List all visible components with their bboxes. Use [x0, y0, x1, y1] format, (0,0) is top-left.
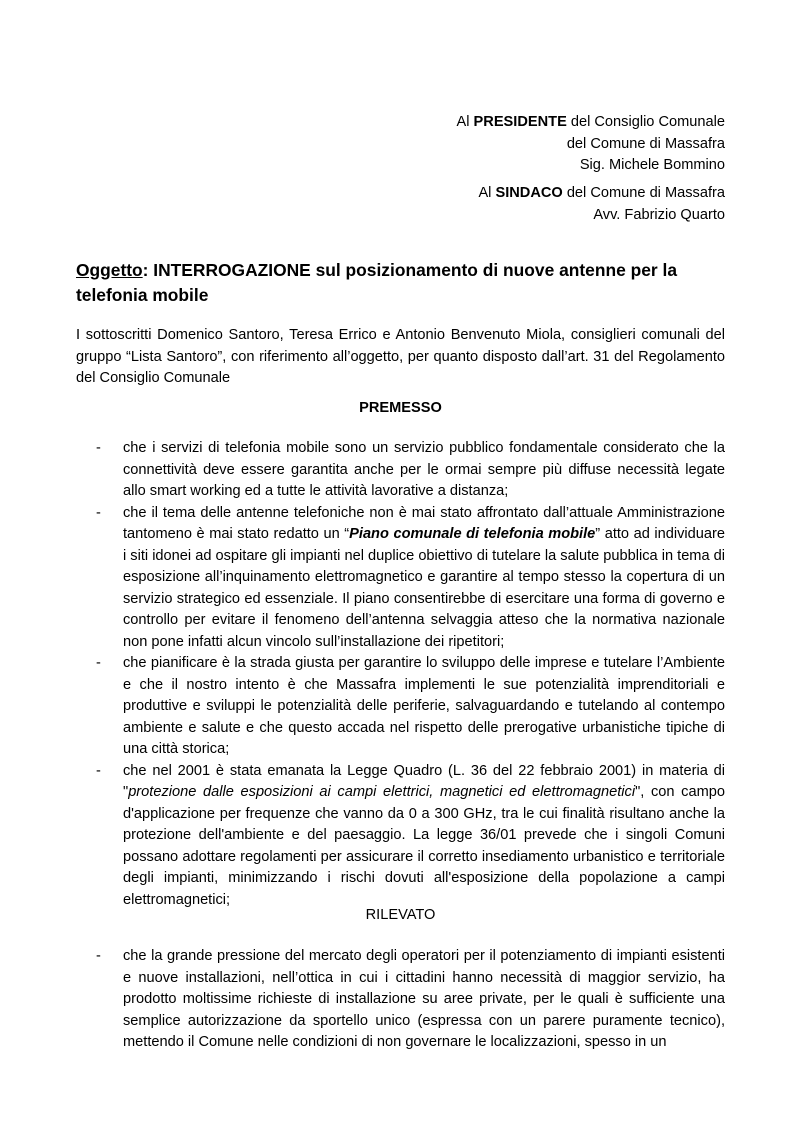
recipient-president-line1: Al PRESIDENTE del Consiglio Comunale	[456, 114, 725, 130]
list-item-text: che pianificare è la strada giusta per garantire lo sviluppo delle imprese e tutelare l’Ambiente e che il nostro intento è che Massafra implementi le sue potenzialità imprenditoriali e produttive e sviluppi le potenzialità delle periferie, salvaguardando e tutelando al contempo ambiente e salute e che questo accada nel rispetto delle prerogative urbanistiche tipiche di una città storica;	[123, 655, 725, 757]
list-dash: -	[96, 504, 101, 521]
premesso-list	[96, 438, 725, 911]
list-dash: -	[96, 655, 101, 671]
list-item-text: che il tema delle antenne telefoniche non è mai stato affrontato dall’attuale Amministrazione tantomeno è mai stato redatto un “Piano comunale di telefonia mobile” atto ad individuare i siti idonei ad ospitare gli impianti nel duplice obiettivo di tutelare la salute pubblica in tema di esposizione all’inquinamento elettromagnetico e garantire al tempo stesso la copertura di un servizio strategico ed essenziale. Il piano consentirebbe di esercitare una forma di governo e controllo per evitare il fenomeno dell’antenna selvaggia atteso che la normativa nazionale non pone infatti alcun vincolo sull’installazione dei ripetitori;	[123, 504, 725, 650]
subject-line	[76, 258, 731, 307]
list-item	[96, 438, 725, 503]
emphasis-law-title: protezione dalle esposizioni ai campi elettrici, magnetici ed elettromagnetici	[128, 784, 636, 800]
subject-label: Oggetto	[76, 260, 143, 280]
recipient-mayor-role: SINDACO	[495, 185, 563, 201]
recipient-president-line2: del Comune di Massafra	[566, 135, 725, 152]
recipient-mayor-line2: Avv. Fabrizio Quarto	[593, 206, 725, 223]
list-dash: -	[96, 440, 101, 456]
recipient-mayor-line1: Al SINDACO del Comune di Massafra	[478, 185, 725, 201]
list-item	[96, 503, 725, 654]
list-dash: -	[96, 762, 101, 779]
list-dash: -	[96, 948, 101, 964]
list-item-text: che la grande pressione del mercato degli operatori per il potenziamento di impianti esistenti e nuove installazioni, nell’ottica in cui i cittadini hanno necessità di maggior servizio, ha prodotto moltissime richieste di installazione su aree private, per le quali è sufficiente una semplice autorizzazione da sportello unico (espressa con un parere puramente tecnico), mettendo il Comune nelle condizioni di non governare le localizzazioni, spesso in un	[123, 948, 725, 1050]
rilevato-list	[96, 946, 725, 1054]
subject-text: : INTERROGAZIONE sul posizionamento di nuove antenne per la telefonia mobile	[76, 260, 677, 305]
section-heading-rilevato: RILEVATO	[365, 907, 436, 923]
list-item-text: che nel 2001 è stata emanata la Legge Quadro (L. 36 del 22 febbraio 2001) in materia di "protezione dalle esposizioni ai campi elettrici, magnetici ed elettromagnetici", con campo d'applicazione per frequenze che vanno da 0 a 300 GHz, tra le cui finalità risultano anche la protezione dell'ambiente e del paesaggio. La legge 36/01 prevede che i singoli Comuni possano adottare regolamenti per assicurare il corretto insediamento urbanistico e territoriale degli impianti, minimizzando i rischi dovuti all'esposizione della popolazione a campi elettromagnetici;	[123, 762, 725, 908]
list-item-text: che i servizi di telefonia mobile sono un servizio pubblico fondamentale considerato che la connettività deve essere garantita anche per le ormai sempre più diffuse necessità legate allo smart working ed a tutte le attività lavorative a distanza;	[123, 440, 725, 499]
recipient-president	[457, 112, 725, 177]
intro-paragraph: I sottoscritti Domenico Santoro, Teresa Errico e Antonio Benvenuto Miola, consiglieri comunali del gruppo “Lista Santoro”, con riferimento all’oggetto, per quanto disposto dall’art. 31 del Regolamento del Consiglio Comunale	[76, 327, 725, 386]
section-heading-premesso: PREMESSO	[359, 400, 442, 416]
recipient-president-line3: Sig. Michele Bommino	[579, 157, 725, 173]
recipient-president-role: PRESIDENTE	[473, 114, 567, 130]
recipient-mayor	[478, 183, 725, 226]
list-item	[96, 761, 725, 912]
emphasis-plan-title: Piano comunale di telefonia mobile	[349, 526, 596, 542]
list-item	[96, 653, 725, 761]
list-item	[96, 946, 725, 1054]
